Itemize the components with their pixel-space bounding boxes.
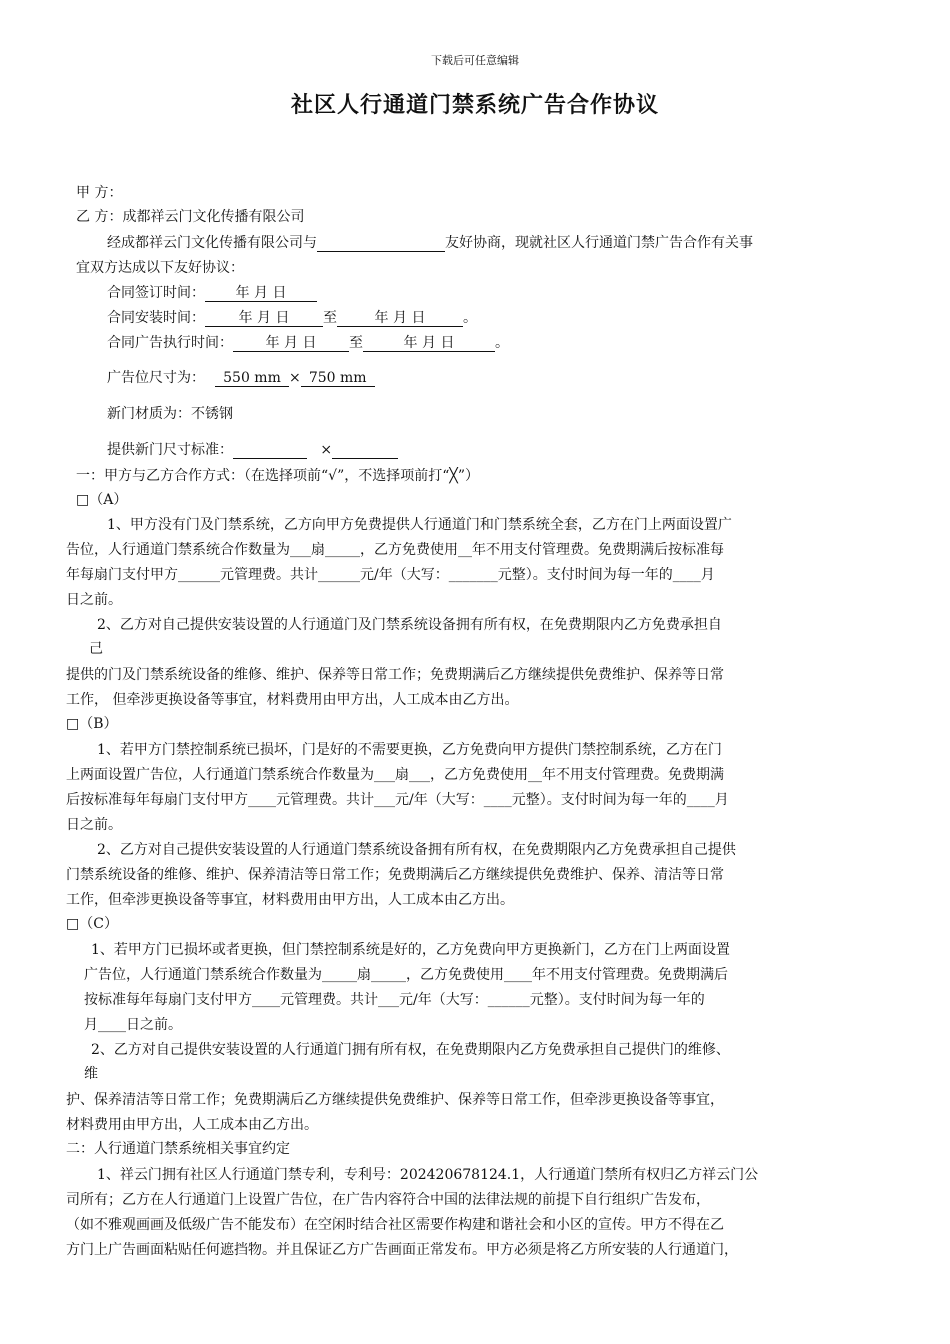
ad-size-line (107, 368, 375, 388)
party-b: 乙 方：成都祥云门文化传播有限公司 (76, 209, 305, 225)
door-size-times: × (320, 442, 333, 458)
exec-date-from: 年 月 日 (233, 335, 349, 352)
option-a-p2-line: 提供的门及门禁系统设备的维修、维护、保养等日常工作；免费期满后乙方继续提供免费维护、保养等日常 (66, 667, 724, 683)
section2-p1-line: （如不雅观画画及低级广告不能发布）在空闲时结合社区需要作构建和谐社会和小区的宣传。甲方不得在乙 (66, 1217, 724, 1233)
option-a-p1-line: 告位，人行通道门禁系统合作数量为___扇_____，乙方免费使用__年不用支付管理费。免费期满后按标准每 (66, 542, 724, 558)
option-c-p1-line: 广告位，人行通道门禁系统合作数量为_____扇_____，乙方免费使用____年不用支付管理费。免费期满后 (84, 967, 728, 983)
option-b-p1-line: 上两面设置广告位，人行通道门禁系统合作数量为___扇___，乙方免费使用__年不用支付管理费。免费期满 (66, 767, 724, 783)
option-c-p2-line: 维 (84, 1066, 98, 1082)
party-a: 甲 方： (76, 185, 123, 201)
exec-to-word: 至 (349, 335, 363, 351)
section1-heading: 一：甲方与乙方合作方式：（在选择项前“√”，不选择项前打“╳”） (76, 468, 479, 484)
option-a-p1-line: 日之前。 (66, 592, 122, 608)
intro-text-b: 友好协商，现就社区人行通道门禁广告合作有关事 (445, 235, 753, 251)
option-c-p2-line: 护、保养清洁等日常工作；免费期满后乙方继续提供免费维护、保养等日常工作，但牵涉更换设备等事宜， (66, 1092, 724, 1108)
install-date-from: 年 月 日 (205, 310, 323, 327)
sign-date-label: 合同签订时间： (107, 285, 205, 301)
install-date-line (107, 308, 477, 328)
option-a-p2-line: 工作， 但牵涉更换设备等事宜，材料费用由甲方出，人工成本由乙方出。 (66, 692, 519, 708)
intro-text-a: 经成都祥云门文化传播有限公司与 (107, 235, 317, 251)
ad-size-times: × (289, 370, 301, 386)
section2-heading: 二：人行通道门禁系统相关事宜约定 (66, 1141, 290, 1157)
option-c-p1-line: 1、若甲方门已损坏或者更换，但门禁控制系统是好的，乙方免费向甲方更换新门，乙方在门上两面设置 (91, 942, 730, 958)
sign-date-line (107, 283, 317, 303)
option-b-p1-line: 后按标准每年每扇门支付甲方____元管理费。共计___元/年（大写：____元整）。支付时间为每一年的____月 (66, 792, 729, 808)
door-width-blank (233, 442, 307, 459)
option-c-checkbox[interactable]: □（C） (66, 916, 118, 932)
option-b-p1-line: 1、若甲方门禁控制系统已损坏，门是好的不需要更换，乙方免费向甲方提供门禁控制系统，乙方在门 (97, 742, 722, 758)
section2-p1-line: 司所有；乙方在人行通道门上设置广告位，在广告内容符合中国的法律法规的前提下自行组织广告发布， (66, 1192, 710, 1208)
option-a-p1-line: 年每扇门支付甲方______元管理费。共计______元/年（大写：_______元整）。支付时间为每一年的____月 (66, 567, 715, 583)
ad-size-height: 750 mm (301, 370, 375, 387)
install-period: 。 (463, 310, 477, 326)
intro-line-1 (107, 233, 753, 253)
option-a-p2-line: 2、乙方对自己提供安装设置的人行通道门及门禁系统设备拥有所有权，在免费期限内乙方免费承担自 (97, 617, 722, 633)
option-b-p1-line: 日之前。 (66, 817, 122, 833)
door-height-blank (332, 442, 398, 459)
exec-date-line (107, 333, 509, 353)
option-c-p2-line: 材料费用由甲方出，人工成本由乙方出。 (66, 1117, 318, 1133)
section2-p1-line: 1、祥云门拥有社区人行通道门禁专利，专利号：202420678124.1，人行通道门禁所有权归乙方祥云门公 (97, 1167, 759, 1183)
document-title: 社区人行通道门禁系统广告合作协议 (290, 92, 659, 118)
party-a-name-blank (317, 235, 445, 252)
option-c-p2-line: 2、乙方对自己提供安装设置的人行通道门拥有所有权，在免费期限内乙方免费承担自己提供门的维修、 (91, 1042, 730, 1058)
install-date-to: 年 月 日 (337, 310, 463, 327)
install-date-label: 合同安装时间： (107, 310, 205, 326)
option-b-p2-line: 工作，但牵涉更换设备等事宜，材料费用由甲方出，人工成本由乙方出。 (66, 892, 514, 908)
intro-line-2: 宜双方达成以下友好协议： (76, 260, 244, 276)
option-a-p2-line: 己 (89, 641, 103, 657)
door-size-standard-label: 提供新门尺寸标准： (107, 442, 233, 458)
option-a-checkbox[interactable]: □（A） (76, 492, 128, 508)
option-b-checkbox[interactable]: □（B） (66, 716, 118, 732)
option-b-p2-line: 门禁系统设备的维修、维护、保养清洁等日常工作；免费期满后乙方继续提供免费维护、保养、清洁等日常 (66, 867, 724, 883)
option-c-p1-line: 月____日之前。 (84, 1017, 182, 1033)
option-b-p2-line: 2、乙方对自己提供安装设置的人行通道门禁系统设备拥有所有权，在免费期限内乙方免费承担自己提供 (97, 842, 736, 858)
install-to-word: 至 (323, 310, 337, 326)
sign-date-value: 年 月 日 (205, 285, 317, 302)
door-size-standard-line (107, 440, 398, 460)
ad-size-width: 550 mm (215, 370, 289, 387)
option-a-p1-line: 1、甲方没有门及门禁系统，乙方向甲方免费提供人行通道门和门禁系统全套，乙方在门上两面设置广 (107, 517, 732, 533)
door-material: 新门材质为：不锈钢 (107, 406, 233, 422)
section2-p1-line: 方门上广告画面粘贴任何遮挡物。并且保证乙方广告画面正常发布。甲方必须是将乙方所安装的人行通道门， (66, 1242, 738, 1258)
exec-period: 。 (495, 335, 509, 351)
ad-size-label: 广告位尺寸为： (107, 370, 205, 386)
option-c-p1-line: 按标准每年每扇门支付甲方____元管理费。共计___元/年（大写：______元整）。支付时间为每一年的 (84, 992, 705, 1008)
exec-date-label: 合同广告执行时间： (107, 335, 233, 351)
header-note: 下载后可任意编辑 (431, 54, 519, 67)
exec-date-to: 年 月 日 (363, 335, 495, 352)
